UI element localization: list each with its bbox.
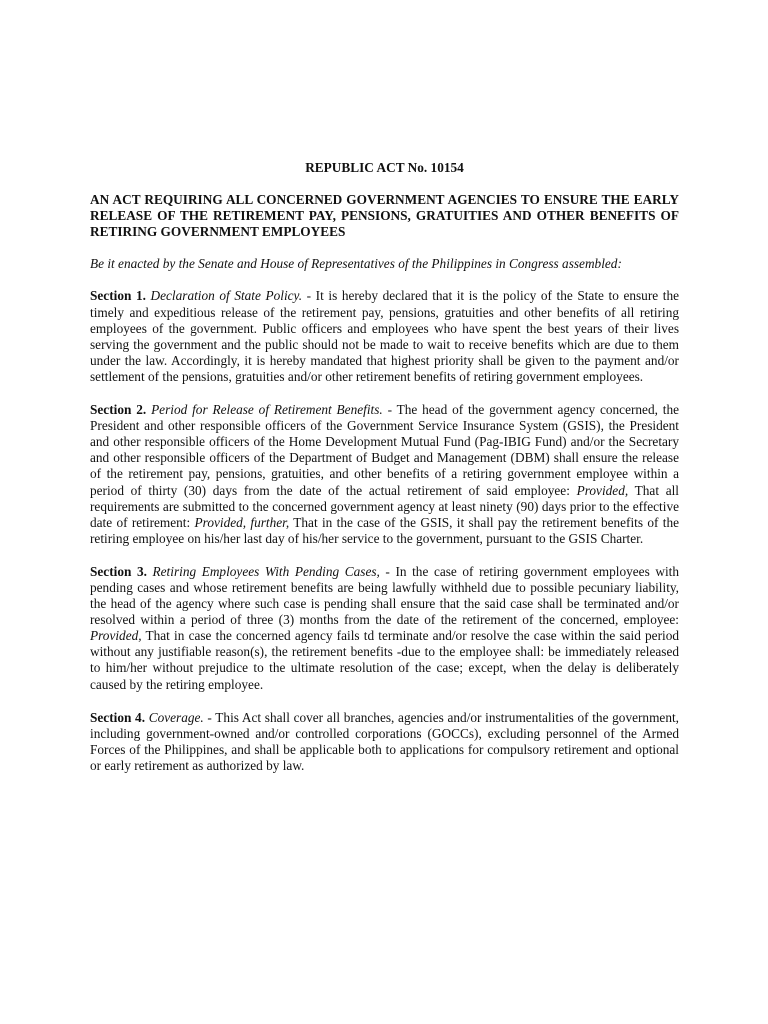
section-2-number: Section 2. — [90, 402, 147, 418]
section-2-body-part-2: That all requirements are submitted to the concerned government agency at least ninety (90) days prior to the effective date of retirement: — [90, 482, 679, 530]
section-3-heading: Retiring Employees With Pending Cases, — [152, 563, 380, 579]
section-2 — [90, 402, 679, 547]
section-2-heading: Period for Release of Retirement Benefits. — [151, 402, 383, 418]
section-4-heading: Coverage. — [148, 709, 204, 725]
section-3-body-part-2: That in case the concerned agency fails td terminate and/or resolve the case within the said period without any justifiable reason(s), the retirement benefits -due to the employee shall: be immediately released to him/her without prejudice to the ultimate resolution of the case; except, when the delay is deliberately caused by the retiring employee. — [90, 628, 679, 692]
document-page — [90, 160, 679, 791]
section-2-proviso-1: Provided, — [576, 482, 629, 498]
section-4-number: Section 4. — [90, 709, 146, 725]
section-3-proviso-1: Provided, — [90, 628, 142, 644]
act-number-heading: REPUBLIC ACT No. 10154 — [305, 160, 464, 175]
section-1-body: - It is hereby declared that it is the policy of the State to ensure the timely and expeditious release of the retirement pay, pensions, gratuities and other benefits of all retiring employees of the government. Public officers and employees who have spent the best years of their lives serving the government and the public should not be made to wait to receive benefits which are due to them under the law. Accordingly, it is hereby mandated that highest priority shall be given to the payment and/or settlement of the pensions, gratuities and/or other retirement benefits of retiring government employees. — [90, 288, 679, 384]
section-4-body: - This Act shall cover all branches, agencies and/or instrumentalities of the government, including government-owned and/or controlled corporations (GOCCs), excluding personnel of the Armed Forces of the Philippines, and shall be applicable both to applications for compulsory retirement and optional or early retirement as authorized by law. — [90, 709, 679, 773]
section-3-number: Section 3. — [90, 563, 147, 579]
section-2-proviso-2: Provided, further, — [194, 514, 290, 530]
section-1 — [90, 288, 679, 385]
section-1-number: Section 1. — [90, 288, 146, 304]
section-2-body-part-3: That in the case of the GSIS, it shall pay the retirement benefits of the retiring employee on his/her last day of his/her service to the government, pursuant to the GSIS Charter. — [90, 514, 680, 546]
section-3-body-part-1: - In the case of retiring government employees with pending cases and whose retirement benefits are being lawfully withheld due to possible pecuniary liability, the head of the agency where such case is pending shall ensure that the said case shall be terminated and/or resolved within a period of three (3) months from the date of the retirement of the concerned, employee: — [90, 563, 679, 628]
section-2-body-part-1: - The head of the government agency concerned, the President and other responsible officers of the Government Service Insurance System (GSIS), the President and other responsible officers of the Home Development Mutual Fund (Pag-IBIG Fund) and/or the Secretary and other responsible officers of the Department of Budget and Management (DBM) shall ensure the release of the retirement pay, pensions, gratuities, and other benefits of a retiring government employee within a period of thirty (30) days from the date of the actual retirement of said employee: — [90, 402, 680, 498]
section-4 — [90, 710, 679, 774]
section-1-heading: Declaration of State Policy. — [150, 288, 303, 304]
act-title: AN ACT REQUIRING ALL CONCERNED GOVERNMENT AGENCIES TO ENSURE THE EARLY RELEASE OF THE RETIREMENT PAY, PENSIONS, GRATUITIES AND OTHER BENEFITS OF RETIRING GOVERNMENT EMPLOYEES — [90, 192, 679, 240]
enacting-clause: Be it enacted by the Senate and House of Representatives of the Philippines in Congress assembled: — [90, 256, 622, 272]
section-3 — [90, 564, 679, 693]
